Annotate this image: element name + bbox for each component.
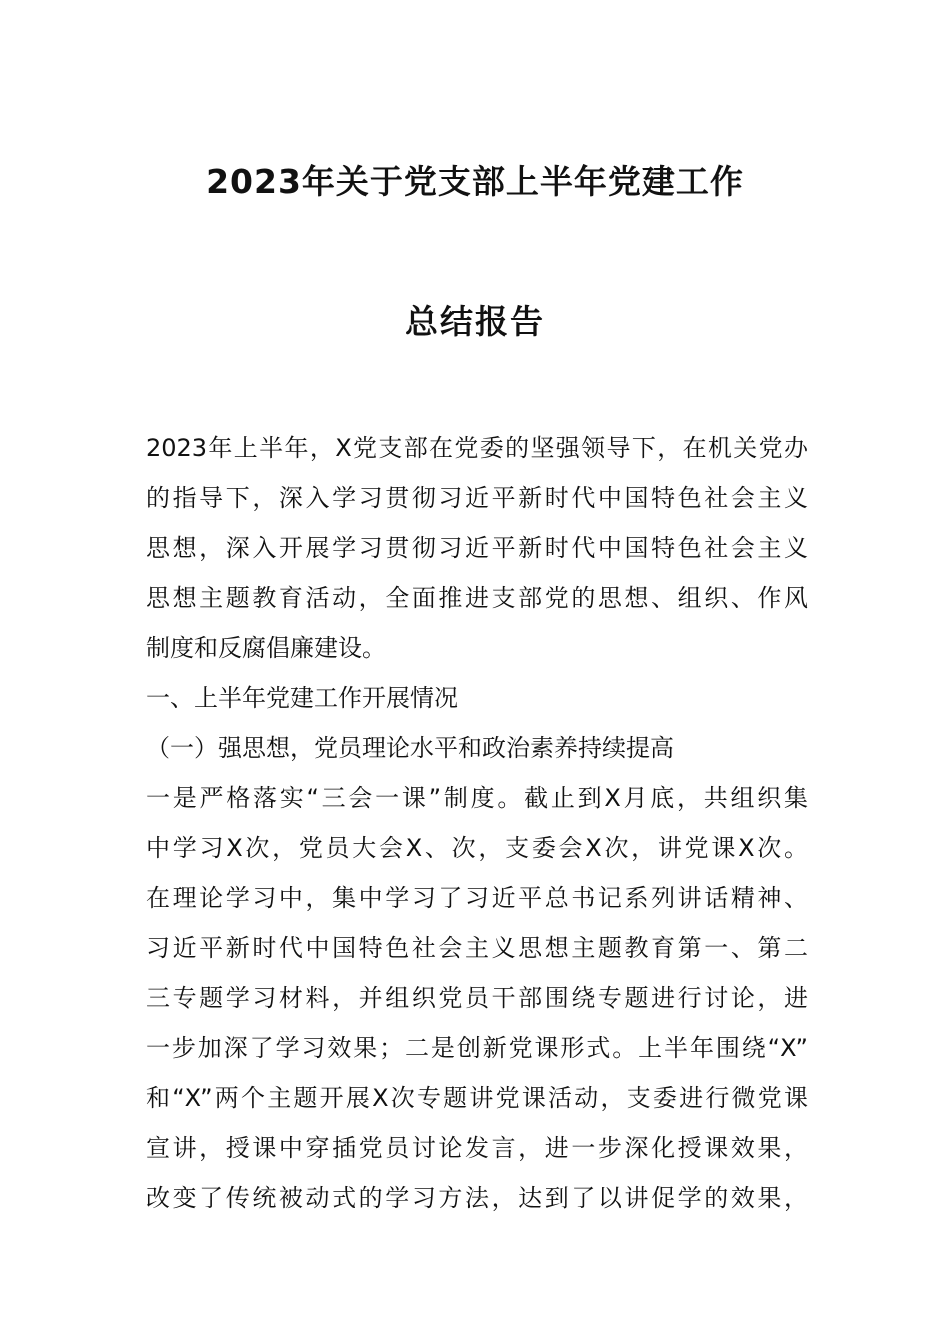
document-body <box>146 423 808 1223</box>
body-line: 一步加深了学习效果；二是创新党课形式。上半年围绕“X” <box>146 1034 808 1062</box>
document-title-line-1: 2023年关于党支部上半年党建工作 <box>206 162 744 201</box>
document-title-line-2: 总结报告 <box>405 302 545 341</box>
body-line: 习近平新时代中国特色社会主义思想主题教育第一、第二 <box>146 934 808 962</box>
body-line: 中学习X次，党员大会X、次，支委会X次，讲党课X次。 <box>146 834 808 862</box>
subsection-heading: （一）强思想，党员理论水平和政治素养持续提高 <box>146 734 674 762</box>
body-line: 宣讲，授课中穿插党员讨论发言，进一步深化授课效果， <box>146 1134 808 1162</box>
body-line: 制度和反腐倡廉建设。 <box>146 634 386 662</box>
body-line: 思想主题教育活动，全面推进支部党的思想、组织、作风 <box>146 584 808 612</box>
body-line: 2023年上半年，X党支部在党委的坚强领导下，在机关党办 <box>146 434 808 462</box>
body-line: 和“X”两个主题开展X次专题讲党课活动，支委进行微党课 <box>146 1084 808 1112</box>
body-line: 的指导下，深入学习贯彻习近平新时代中国特色社会主义 <box>146 484 808 512</box>
body-line: 一是严格落实“三会一课”制度。截止到X月底，共组织集 <box>146 784 808 812</box>
section-heading: 一、上半年党建工作开展情况 <box>146 684 458 712</box>
body-line: 改变了传统被动式的学习方法，达到了以讲促学的效果， <box>146 1184 808 1212</box>
body-line: 思想，深入开展学习贯彻习近平新时代中国特色社会主义 <box>146 534 808 562</box>
body-line: 在理论学习中，集中学习了习近平总书记系列讲话精神、 <box>146 884 808 912</box>
body-line: 三专题学习材料，并组织党员干部围绕专题进行讨论，进 <box>146 984 808 1012</box>
